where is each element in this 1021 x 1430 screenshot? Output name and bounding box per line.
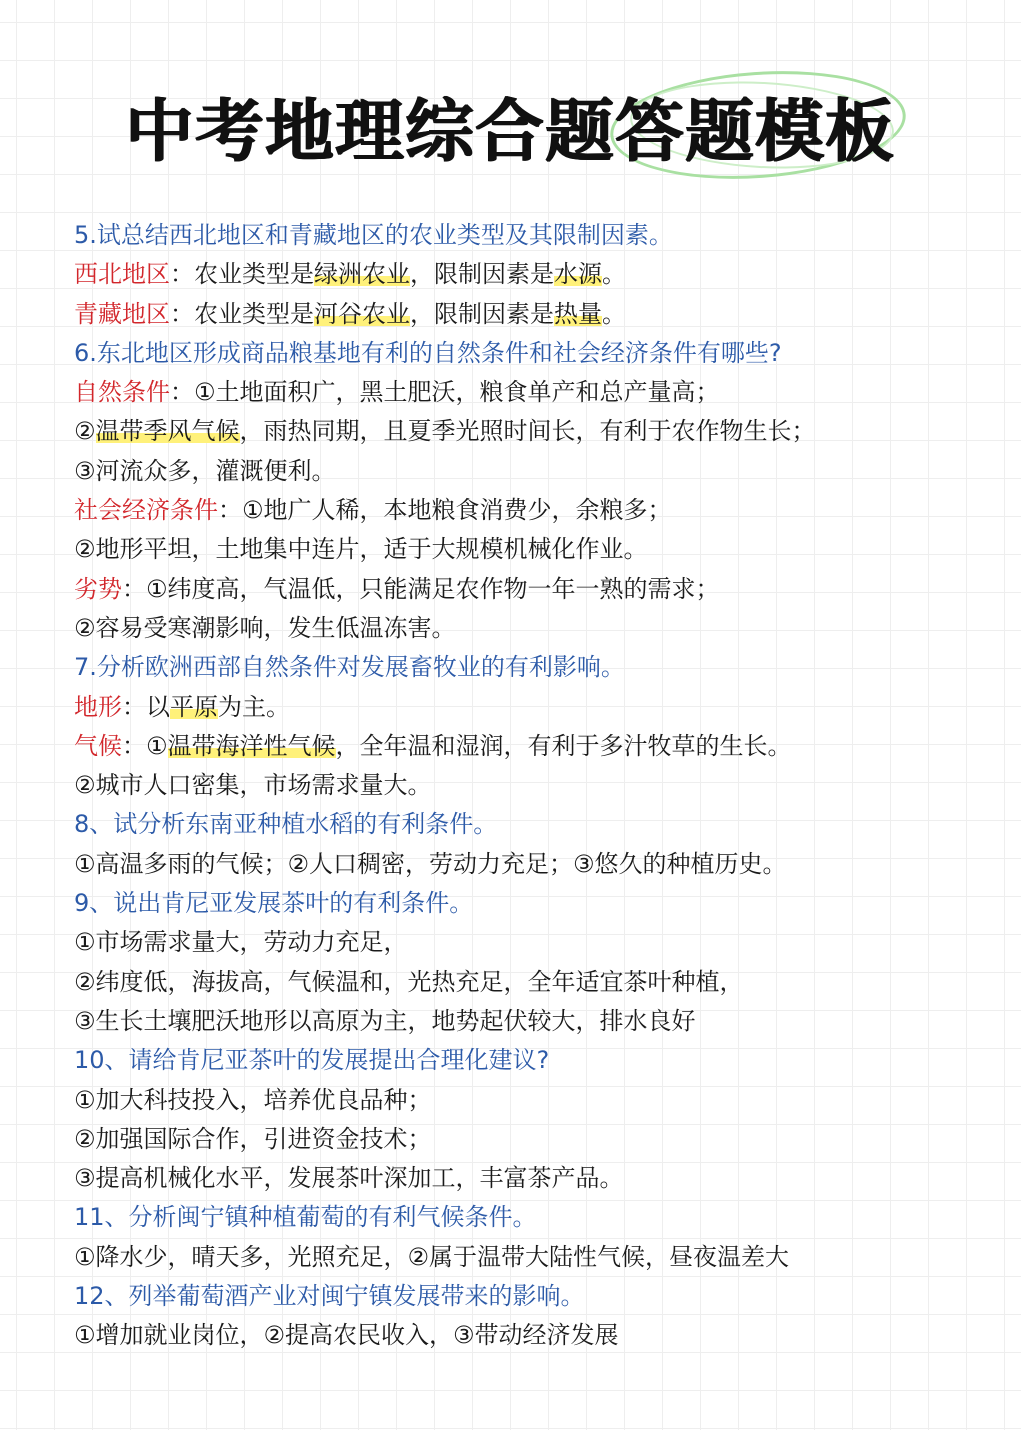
question-line: 8、试分析东南亚种植水稻的有利条件。	[74, 810, 498, 839]
answer-text: ②	[74, 417, 96, 446]
highlighted-term: 热量	[554, 299, 602, 328]
answer-line	[74, 412, 994, 451]
answer-text: ②地形平坦，土地集中连片，适于大规模机械化作业。	[74, 535, 648, 564]
answer-text: ②城市人口密集，市场需求量大。	[74, 771, 432, 800]
title-area	[0, 70, 1021, 180]
question-line: 12、列举葡萄酒产业对闽宁镇发展带来的影响。	[74, 1282, 585, 1311]
highlighted-term: 温带海洋性气候	[167, 731, 336, 760]
answer-text: ②容易受寒潮影响，发生低温冻害。	[74, 613, 456, 642]
answer-text: ：①土地面积广，黑土肥沃，粮食单产和总产量高；	[170, 378, 720, 407]
answer-label: 青藏地区	[74, 299, 170, 328]
answer-line	[74, 570, 994, 609]
question-line: 11、分析闽宁镇种植葡萄的有利气候条件。	[74, 1203, 537, 1232]
answer-line	[74, 727, 994, 766]
highlighted-term: 绿洲农业	[314, 260, 410, 289]
answer-text: ③河流众多，灌溉便利。	[74, 456, 336, 485]
answer-line	[74, 255, 994, 294]
answer-line	[74, 923, 994, 962]
answer-text: ：以	[122, 692, 170, 721]
answer-text: ①高温多雨的气候；②人口稠密，劳动力充足；③悠久的种植历史。	[74, 849, 787, 878]
answer-line	[74, 373, 994, 412]
answer-text: ：①地广人稀，本地粮食消费少，余粮多；	[218, 496, 672, 525]
answer-text: ，限制因素是	[410, 260, 554, 289]
highlighted-term: 温带季风气候	[95, 417, 240, 446]
answer-label: 劣势	[74, 574, 122, 603]
answer-line	[74, 688, 994, 727]
answer-line	[74, 452, 994, 491]
question-line: 6.东北地区形成商品粮基地有利的自然条件和社会经济条件有哪些?	[74, 338, 782, 367]
answer-line	[74, 1316, 994, 1355]
answer-line	[74, 530, 994, 569]
answer-line	[74, 491, 994, 530]
answer-label: 地形	[74, 692, 122, 721]
answer-label: 气候	[74, 731, 122, 760]
answer-text: ，雨热同期，且夏季光照时间长，有利于农作物生长；	[239, 417, 816, 446]
answer-text: ：农业类型是	[170, 260, 314, 289]
question-line: 9、说出肯尼亚发展茶叶的有利条件。	[74, 889, 474, 918]
answer-text: 。	[602, 260, 626, 289]
answer-line	[74, 1002, 994, 1041]
answer-label: 社会经济条件	[74, 496, 218, 525]
answer-line	[74, 1120, 994, 1159]
answer-line	[74, 1238, 994, 1277]
highlighted-term: 河谷农业	[314, 299, 410, 328]
answer-text: ：①	[122, 731, 168, 760]
answer-label: 西北地区	[74, 260, 170, 289]
answer-text: ③生长土壤肥沃地形以高原为主，地势起伏较大，排水良好	[74, 1006, 696, 1035]
answer-text: ③提高机械化水平，发展茶叶深加工，丰富茶产品。	[74, 1164, 624, 1193]
answer-text: ：①纬度高，气温低，只能满足农作物一年一熟的需求；	[122, 574, 720, 603]
question-line: 10、请给肯尼亚茶叶的发展提出合理化建议?	[74, 1046, 550, 1075]
answer-line	[74, 1081, 994, 1120]
answer-text: 为主。	[218, 692, 290, 721]
answer-text: ，限制因素是	[410, 299, 554, 328]
answer-text: ①市场需求量大，劳动力充足，	[74, 928, 408, 957]
answer-line	[74, 609, 994, 648]
question-line: 5.试总结西北地区和青藏地区的农业类型及其限制因素。	[74, 221, 673, 249]
answer-text: 。	[602, 299, 626, 328]
answer-text: ，全年温和湿润，有利于多汁牧草的生长。	[335, 731, 792, 760]
answer-line	[74, 963, 994, 1002]
answer-text: ①降水少，晴天多，光照充足，②属于温带大陆性气候，昼夜温差大	[74, 1242, 790, 1271]
answer-text: ：农业类型是	[170, 299, 314, 328]
highlighted-term: 平原	[170, 692, 218, 721]
answer-line	[74, 295, 994, 334]
question-line: 7.分析欧洲西部自然条件对发展畜牧业的有利影响。	[74, 653, 625, 682]
answer-label: 自然条件	[74, 378, 170, 407]
page-title: 中考地理综合题答题模板	[125, 93, 896, 172]
answer-line	[74, 845, 994, 884]
answer-text: ②加强国际合作，引进资金技术；	[74, 1124, 432, 1153]
answer-text: ②纬度低，海拔高，气候温和，光热充足，全年适宜茶叶种植，	[74, 967, 744, 996]
answer-line	[74, 1159, 994, 1198]
answer-content	[74, 216, 994, 1356]
answer-line	[74, 766, 994, 805]
answer-text: ①加大科技投入，培养优良品种；	[74, 1085, 432, 1114]
highlighted-term: 水源	[554, 260, 602, 289]
answer-text: ①增加就业岗位，②提高农民收入，③带动经济发展	[74, 1321, 619, 1350]
